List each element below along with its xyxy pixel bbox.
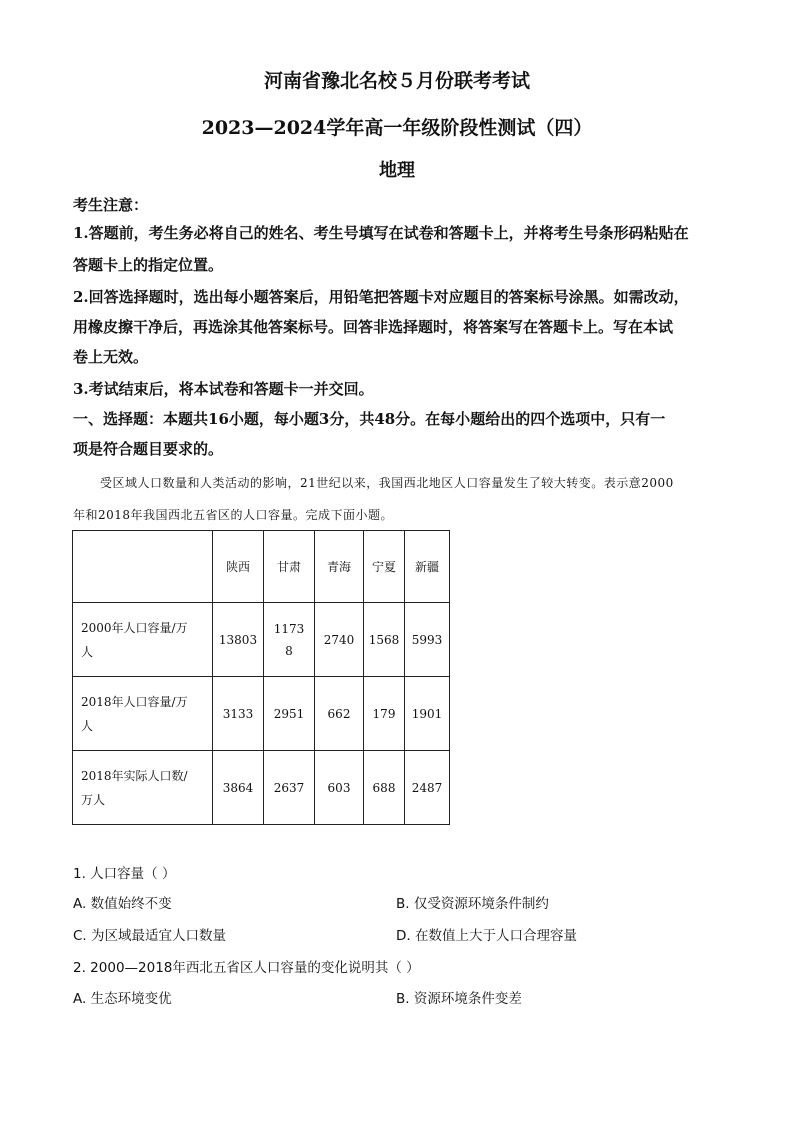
table-row	[73, 751, 450, 825]
notice-item-3: 3.考试结束后，将本试卷和答题卡一并交回。	[73, 380, 374, 398]
table-cell: 2951	[264, 677, 315, 751]
table-cell: 1901	[405, 677, 450, 751]
question-2-stem: 2. 2000—2018年西北五省区人口容量的变化说明其（ ）	[73, 960, 420, 976]
exam-title: 河南省豫北名校５月份联考考试	[263, 70, 530, 92]
column-header: 新疆	[405, 531, 450, 603]
table-cell: 662	[315, 677, 364, 751]
table-cell: 13803	[213, 603, 264, 677]
table-cell: 2740	[315, 603, 364, 677]
column-header: 宁夏	[364, 531, 405, 603]
question-2-option-b: B. 资源环境条件变差	[396, 991, 522, 1007]
subject-title: 地理	[379, 160, 415, 181]
question-1-option-d: D. 在数值上大于人口合理容量	[396, 928, 577, 944]
question-1-option-a: A. 数值始终不变	[73, 896, 172, 912]
table-cell: 3133	[213, 677, 264, 751]
exam-subtitle: 2023—2024学年高一年级阶段性测试（四）	[201, 117, 593, 139]
table-cell: 688	[364, 751, 405, 825]
column-header: 甘肃	[264, 531, 315, 603]
notice-item-2-line-3: 卷上无效。	[73, 348, 149, 366]
table-cell: 2487	[405, 751, 450, 825]
question-1-stem: 1. 人口容量（ ）	[73, 866, 176, 882]
table-cell: 5993	[405, 603, 450, 677]
table-cell: 3864	[213, 751, 264, 825]
intro-line-1: 受区域人口数量和人类活动的影响，21世纪以来，我国西北地区人口容量发生了较大转变。表示意2000	[100, 476, 674, 490]
notice-item-1-line-2: 答题卡上的指定位置。	[73, 256, 224, 274]
table-cell: 1173 8	[264, 603, 315, 677]
column-header: 青海	[315, 531, 364, 603]
population-table	[72, 530, 450, 825]
table-cell: 179	[364, 677, 405, 751]
row-label: 2000年人口容量/万 人	[73, 603, 213, 677]
notice-item-2-line-1: 2.回答选择题时，选出每小题答案后，用铅笔把答题卡对应题目的答案标号涂黑。如需改动，	[73, 288, 689, 306]
table-cell: 2637	[264, 751, 315, 825]
table-cell: 1568	[364, 603, 405, 677]
table-corner-cell	[73, 531, 213, 603]
notice-heading: 考生注意：	[73, 196, 149, 214]
question-1-option-c: C. 为区域最适宜人口数量	[73, 928, 227, 944]
table-cell: 603	[315, 751, 364, 825]
section-heading-line-1: 一、选择题：本题共16小题，每小题3分，共48分。在每小题给出的四个选项中，只有一	[73, 410, 666, 428]
intro-line-2: 年和2018年我国西北五省区的人口容量。完成下面小题。	[73, 508, 394, 522]
table-header-row	[73, 531, 450, 603]
table-row	[73, 603, 450, 677]
notice-item-2-line-2: 用橡皮擦干净后，再选涂其他答案标号。回答非选择题时，将答案写在答题卡上。写在本试	[73, 318, 674, 336]
question-1-option-b: B. 仅受资源环境条件制约	[396, 896, 549, 912]
column-header: 陕西	[213, 531, 264, 603]
section-heading-line-2: 项是符合题目要求的。	[73, 440, 224, 458]
table-row	[73, 677, 450, 751]
notice-item-1-line-1: 1.答题前，考生务必将自己的姓名、考生号填写在试卷和答题卡上，并将考生号条形码粘贴在	[73, 224, 689, 242]
question-2-option-a: A. 生态环境变优	[73, 991, 172, 1007]
row-label: 2018年实际人口数/ 万人	[73, 751, 213, 825]
row-label: 2018年人口容量/万 人	[73, 677, 213, 751]
